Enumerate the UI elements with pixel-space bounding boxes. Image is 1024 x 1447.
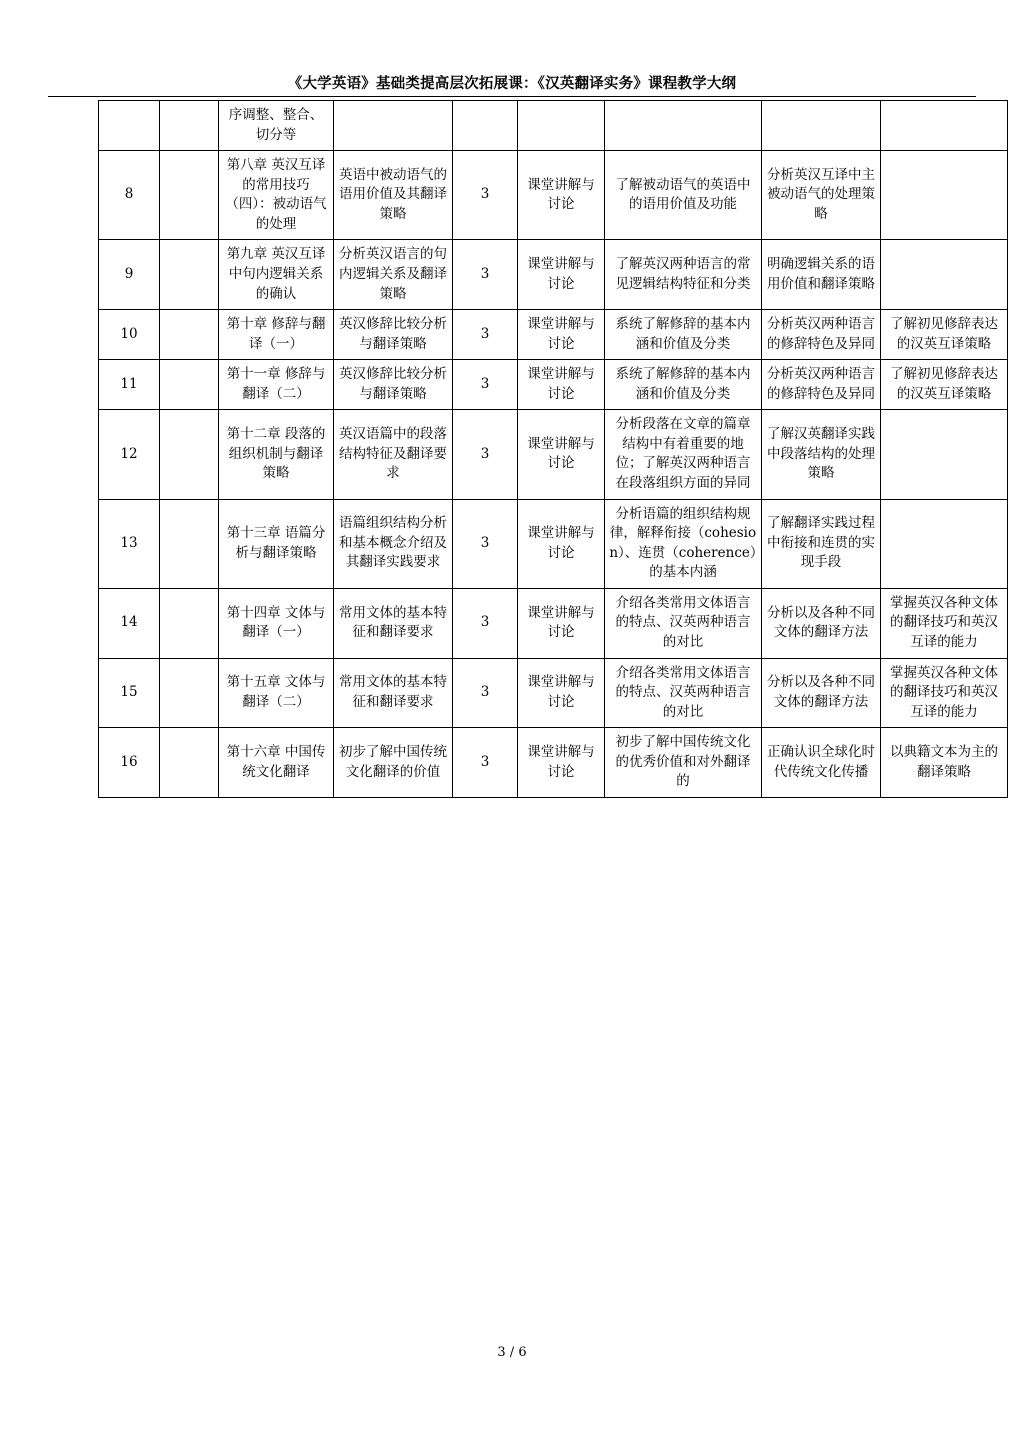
cell-goal: 系统了解修辞的基本内涵和价值及分类 bbox=[605, 310, 762, 360]
cell-extra: 以典籍文本为主的翻译策略 bbox=[881, 728, 1008, 798]
cell-week bbox=[99, 101, 160, 151]
page-header-title: 《大学英语》基础类提高层次拓展课：《汉英翻译实务》课程教学大纲 bbox=[287, 75, 737, 92]
cell-goal: 了解英汉两种语言的常见逻辑结构特征和分类 bbox=[605, 240, 762, 310]
cell-hours: 3 bbox=[453, 658, 518, 728]
cell-topic: 序调整、整合、切分等 bbox=[219, 101, 334, 151]
cell-method: 课堂讲解与讨论 bbox=[518, 240, 605, 310]
cell-extra: 了解初见修辞表达的汉英互译策略 bbox=[881, 310, 1008, 360]
syllabus-table-container bbox=[98, 100, 998, 798]
cell-blank bbox=[160, 360, 219, 410]
cell-method bbox=[518, 101, 605, 151]
cell-ability: 正确认识全球化时代传统文化传播 bbox=[762, 728, 881, 798]
cell-hours: 3 bbox=[453, 360, 518, 410]
table-row bbox=[99, 499, 1008, 588]
cell-blank bbox=[160, 101, 219, 151]
cell-topic: 第十四章 文体与翻译（一） bbox=[219, 588, 334, 658]
cell-topic: 第十二章 段落的组织机制与翻译策略 bbox=[219, 410, 334, 499]
cell-blank bbox=[160, 240, 219, 310]
cell-week: 8 bbox=[99, 151, 160, 240]
cell-blank bbox=[160, 410, 219, 499]
header-divider bbox=[48, 96, 976, 97]
cell-hours: 3 bbox=[453, 410, 518, 499]
cell-ability bbox=[762, 101, 881, 151]
cell-ability: 分析英汉互译中主被动语气的处理策略 bbox=[762, 151, 881, 240]
cell-goal: 初步了解中国传统文化的优秀价值和对外翻译的 bbox=[605, 728, 762, 798]
cell-topic: 第十三章 语篇分析与翻译策略 bbox=[219, 499, 334, 588]
cell-week: 9 bbox=[99, 240, 160, 310]
cell-extra bbox=[881, 410, 1008, 499]
cell-goal: 系统了解修辞的基本内涵和价值及分类 bbox=[605, 360, 762, 410]
table-row bbox=[99, 728, 1008, 798]
cell-blank bbox=[160, 588, 219, 658]
cell-method: 课堂讲解与讨论 bbox=[518, 728, 605, 798]
cell-hours: 3 bbox=[453, 728, 518, 798]
table-row bbox=[99, 410, 1008, 499]
cell-topic: 第十章 修辞与翻译（一） bbox=[219, 310, 334, 360]
cell-hours: 3 bbox=[453, 240, 518, 310]
cell-content: 常用文体的基本特征和翻译要求 bbox=[334, 658, 453, 728]
cell-week: 14 bbox=[99, 588, 160, 658]
cell-week: 16 bbox=[99, 728, 160, 798]
cell-content: 分析英汉语言的句内逻辑关系及翻译策略 bbox=[334, 240, 453, 310]
cell-extra bbox=[881, 101, 1008, 151]
cell-content: 英语中被动语气的语用价值及其翻译策略 bbox=[334, 151, 453, 240]
cell-hours: 3 bbox=[453, 588, 518, 658]
cell-topic: 第十六章 中国传统文化翻译 bbox=[219, 728, 334, 798]
cell-week: 13 bbox=[99, 499, 160, 588]
cell-ability: 分析以及各种不同文体的翻译方法 bbox=[762, 588, 881, 658]
cell-hours: 3 bbox=[453, 310, 518, 360]
cell-method: 课堂讲解与讨论 bbox=[518, 588, 605, 658]
cell-ability: 了解翻译实践过程中衔接和连贯的实现手段 bbox=[762, 499, 881, 588]
cell-extra bbox=[881, 240, 1008, 310]
cell-blank bbox=[160, 658, 219, 728]
cell-goal: 介绍各类常用文体语言的特点、汉英两种语言的对比 bbox=[605, 658, 762, 728]
cell-blank bbox=[160, 310, 219, 360]
page-number: 3 / 6 bbox=[497, 1345, 527, 1360]
cell-content: 英汉修辞比较分析与翻译策略 bbox=[334, 310, 453, 360]
cell-blank bbox=[160, 151, 219, 240]
cell-method: 课堂讲解与讨论 bbox=[518, 360, 605, 410]
cell-hours: 3 bbox=[453, 151, 518, 240]
cell-extra: 掌握英汉各种文体的翻译技巧和英汉互译的能力 bbox=[881, 588, 1008, 658]
table-row bbox=[99, 588, 1008, 658]
cell-extra: 掌握英汉各种文体的翻译技巧和英汉互译的能力 bbox=[881, 658, 1008, 728]
cell-blank bbox=[160, 499, 219, 588]
cell-week: 11 bbox=[99, 360, 160, 410]
cell-content: 英汉修辞比较分析与翻译策略 bbox=[334, 360, 453, 410]
cell-topic: 第八章 英汉互译的常用技巧（四）：被动语气的处理 bbox=[219, 151, 334, 240]
cell-method: 课堂讲解与讨论 bbox=[518, 310, 605, 360]
cell-hours bbox=[453, 101, 518, 151]
cell-content: 语篇组织结构分析和基本概念介绍及其翻译实践要求 bbox=[334, 499, 453, 588]
cell-ability: 分析以及各种不同文体的翻译方法 bbox=[762, 658, 881, 728]
cell-extra bbox=[881, 499, 1008, 588]
cell-goal: 分析语篇的组织结构规律，解释衔接（cohesion）、连贯（coherence）的基本内涵 bbox=[605, 499, 762, 588]
cell-goal: 分析段落在文章的篇章结构中有着重要的地位；了解英汉两种语言在段落组织方面的异同 bbox=[605, 410, 762, 499]
table-row bbox=[99, 310, 1008, 360]
cell-blank bbox=[160, 728, 219, 798]
cell-week: 15 bbox=[99, 658, 160, 728]
cell-ability: 明确逻辑关系的语用价值和翻译策略 bbox=[762, 240, 881, 310]
cell-content: 英汉语篇中的段落结构特征及翻译要求 bbox=[334, 410, 453, 499]
cell-method: 课堂讲解与讨论 bbox=[518, 151, 605, 240]
syllabus-table bbox=[98, 100, 1008, 798]
cell-topic: 第十一章 修辞与翻译（二） bbox=[219, 360, 334, 410]
table-row bbox=[99, 360, 1008, 410]
syllabus-table-body bbox=[99, 101, 1008, 798]
cell-hours: 3 bbox=[453, 499, 518, 588]
cell-goal bbox=[605, 101, 762, 151]
cell-goal: 了解被动语气的英语中的语用价值及功能 bbox=[605, 151, 762, 240]
cell-method: 课堂讲解与讨论 bbox=[518, 499, 605, 588]
cell-ability: 分析英汉两种语言的修辞特色及异同 bbox=[762, 360, 881, 410]
table-row bbox=[99, 101, 1008, 151]
cell-topic: 第九章 英汉互译中句内逻辑关系的确认 bbox=[219, 240, 334, 310]
cell-week: 12 bbox=[99, 410, 160, 499]
cell-method: 课堂讲解与讨论 bbox=[518, 658, 605, 728]
cell-topic: 第十五章 文体与翻译（二） bbox=[219, 658, 334, 728]
cell-extra bbox=[881, 151, 1008, 240]
cell-content: 常用文体的基本特征和翻译要求 bbox=[334, 588, 453, 658]
cell-content: 初步了解中国传统文化翻译的价值 bbox=[334, 728, 453, 798]
table-row bbox=[99, 151, 1008, 240]
cell-week: 10 bbox=[99, 310, 160, 360]
cell-method: 课堂讲解与讨论 bbox=[518, 410, 605, 499]
cell-goal: 介绍各类常用文体语言的特点、汉英两种语言的对比 bbox=[605, 588, 762, 658]
cell-ability: 分析英汉两种语言的修辞特色及异同 bbox=[762, 310, 881, 360]
cell-ability: 了解汉英翻译实践中段落结构的处理策略 bbox=[762, 410, 881, 499]
cell-extra: 了解初见修辞表达的汉英互译策略 bbox=[881, 360, 1008, 410]
cell-content bbox=[334, 101, 453, 151]
table-row bbox=[99, 240, 1008, 310]
table-row bbox=[99, 658, 1008, 728]
